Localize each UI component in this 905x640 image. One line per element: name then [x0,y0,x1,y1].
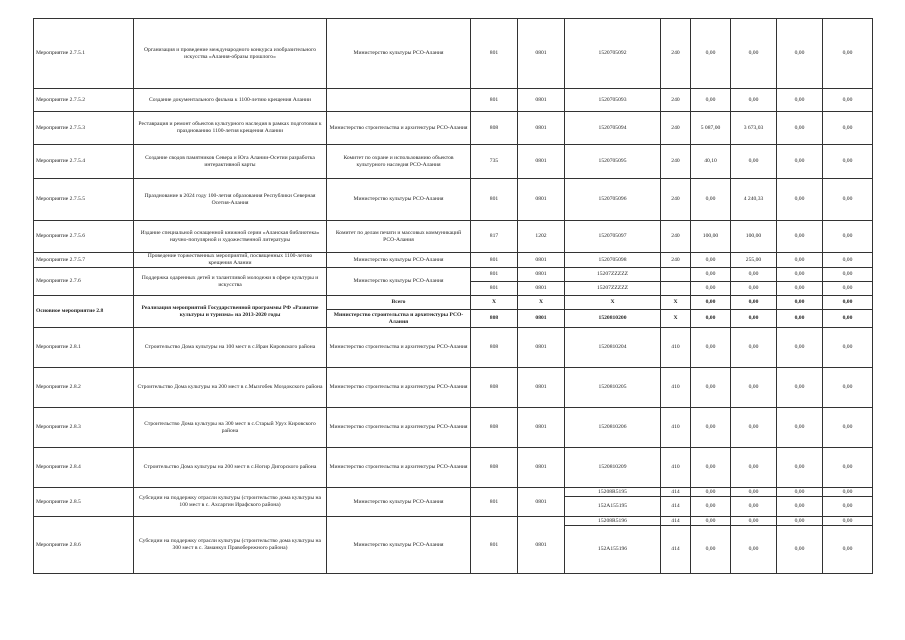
table-cell: 0,00 [691,517,731,526]
table-cell: 1520810200 [565,310,661,328]
table-cell: 410 [661,368,691,408]
table-cell: 3 673,03 [731,112,777,145]
table-cell: 0,00 [731,408,777,448]
table-cell: 1520705096 [565,179,661,221]
table-cell: Мероприятие 2.7.5.5 [34,179,134,221]
table-cell: 1520810206 [565,408,661,448]
table-cell: 410 [661,448,691,488]
table-cell: 0,00 [777,112,823,145]
table-cell: X [471,296,518,310]
table-cell: Реставрация и ремонт объектов культурного наследия в рамках подготовки к празднованию 1100-летия крещения Алании [134,112,327,145]
table-cell: 1520705095 [565,145,661,179]
table-cell: 0,00 [731,145,777,179]
table-cell: 0,00 [691,296,731,310]
table-cell: 0801 [518,89,565,112]
table-cell: 410 [661,408,691,448]
table-cell: Мероприятие 2.8.2 [34,368,134,408]
table-cell: 0,00 [691,19,731,89]
table-cell: X [518,296,565,310]
table-cell: 0,00 [777,517,823,526]
table-row [34,408,873,448]
table-row [34,517,873,526]
table-cell: Создание документального фильма к 1100-летию крещения Алании [134,89,327,112]
table-cell: Министерство культуры РСО-Алания [327,517,471,574]
table-cell: 0,00 [823,526,873,574]
table-cell: Всего [327,296,471,310]
table-cell: Мероприятие 2.7.6 [34,268,134,296]
table-cell: 0,00 [731,19,777,89]
table-cell: Министерство культуры РСО-Алания [327,268,471,296]
table-cell: 0,00 [777,448,823,488]
table-cell: 0,00 [823,282,873,296]
table-cell: 0801 [518,448,565,488]
table-cell: 0,00 [777,19,823,89]
table-cell: 414 [661,488,691,497]
table-cell: Комитет по охране и использованию объектов культурного наследия РСО-Алания [327,145,471,179]
table-cell: 240 [661,19,691,89]
table-cell: X [661,296,691,310]
table-cell [327,89,471,112]
table-cell: Поддержка одаренных детей и талантливой молодежи в сфере культуры и искусства [134,268,327,296]
table-cell: 0801 [518,145,565,179]
table-cell: 240 [661,89,691,112]
table-cell: 100,00 [731,221,777,253]
table-cell: 0,00 [777,145,823,179]
table-cell: 0,00 [731,517,777,526]
table-cell: 0,00 [731,488,777,497]
table-cell: 0,00 [777,253,823,268]
table-cell: 240 [661,179,691,221]
table-cell: Комитет по делам печати и массовых коммуникаций РСО-Алания [327,221,471,253]
table-row [34,179,873,221]
table-cell: 0,00 [777,488,823,497]
table-cell: 0,00 [691,488,731,497]
table-cell: 1520705093 [565,89,661,112]
table-cell: 0,00 [691,282,731,296]
table-cell: Мероприятие 2.8.3 [34,408,134,448]
table-cell: 410 [661,328,691,368]
table-row [34,221,873,253]
table-cell: 0,00 [823,296,873,310]
table-cell: Министерство культуры РСО-Алания [327,488,471,517]
table-cell: 414 [661,517,691,526]
table-cell: 0801 [518,368,565,408]
table-cell: 0,00 [777,310,823,328]
table-row [34,268,873,282]
table-cell: Организация и проведение международного конкурса изобразительного искусства «Алания-образы прошлого» [134,19,327,89]
table-cell: 4 240,33 [731,179,777,221]
table-cell: Издание специальной оснащенной книжной серии «Аланская библиотека» научно-популярной и художественной литературы [134,221,327,253]
table-cell: 0,00 [823,19,873,89]
table-cell: Министерство культуры РСО-Алания [327,19,471,89]
table-cell: 1520810209 [565,448,661,488]
table-cell: 15208R5196 [565,517,661,526]
table-cell: 0,00 [777,179,823,221]
table-row [34,19,873,89]
table-cell: 414 [661,526,691,574]
table-cell: 0801 [518,488,565,517]
table-cell: 15208R5195 [565,488,661,497]
table-cell: Строительство Дома культуры на 200 мест в с.Ногир Дигорского района [134,448,327,488]
table-cell: 0,00 [731,328,777,368]
table-cell: 0,00 [777,526,823,574]
table-cell: 808 [471,368,518,408]
table-cell: 0,00 [777,408,823,448]
table-cell: 801 [471,282,518,296]
table-cell: 0801 [518,310,565,328]
table-row [34,296,873,310]
table-cell: 0,00 [777,282,823,296]
table-cell: 1520705092 [565,19,661,89]
table-cell: 0,00 [731,310,777,328]
table-cell: 0,00 [823,221,873,253]
table-cell: 0,00 [823,112,873,145]
table-cell: 0801 [518,408,565,448]
table-cell: 100,00 [691,221,731,253]
table-cell: 0,00 [691,448,731,488]
table-cell: 0,00 [691,368,731,408]
table-cell: 801 [471,89,518,112]
table-cell: Строительство Дома культуры на 200 мест в с.Мызгобек Моздокского района [134,368,327,408]
table-row [34,253,873,268]
table-row [34,89,873,112]
table-cell: 0,00 [691,253,731,268]
table-cell: 0801 [518,19,565,89]
table-cell: Мероприятие 2.7.5.1 [34,19,134,89]
table-cell: 0801 [518,253,565,268]
table-cell: 0,00 [691,268,731,282]
table-cell: X [565,296,661,310]
table-cell: Мероприятие 2.8.6 [34,517,134,574]
table-cell: Создание сводов памятников Севера и Юга Алании-Осетии разработка интерактивной карты [134,145,327,179]
table-cell: 0,00 [823,488,873,497]
table-cell: Мероприятие 2.7.5.2 [34,89,134,112]
table-cell: 0801 [518,112,565,145]
table-cell: 0,00 [823,253,873,268]
table-cell: 255,00 [731,253,777,268]
table-cell: 801 [471,253,518,268]
table-cell: Мероприятие 2.7.5.7 [34,253,134,268]
table-cell: 0,00 [823,328,873,368]
table-cell: Министерство строительства и архитектуры РСО-Алания [327,310,471,328]
table-cell: Министерство строительства и архитектуры РСО-Алания [327,112,471,145]
table-cell: 808 [471,112,518,145]
table-cell: 0,00 [823,448,873,488]
table-cell: 0,00 [823,310,873,328]
table-cell: 0,00 [731,448,777,488]
table-cell: Мероприятие 2.7.5.3 [34,112,134,145]
table-cell: 240 [661,221,691,253]
table-cell: 0,00 [777,497,823,517]
table-cell: 0,00 [823,408,873,448]
budget-table [33,18,873,574]
table-cell: 801 [471,488,518,517]
table-cell: 817 [471,221,518,253]
table-cell: 808 [471,310,518,328]
table-row [34,448,873,488]
table-cell: 735 [471,145,518,179]
table-cell: 0801 [518,328,565,368]
table-cell: Мероприятие 2.8.4 [34,448,134,488]
table-cell: 0,00 [777,268,823,282]
table-cell: 15207ZZZZZ [565,282,661,296]
table-cell: 0,00 [731,368,777,408]
table-cell: Мероприятие 2.8.1 [34,328,134,368]
table-cell: 1202 [518,221,565,253]
table-cell: 801 [471,268,518,282]
table-cell: 0,00 [731,282,777,296]
table-cell: Мероприятие 2.7.5.6 [34,221,134,253]
table-cell: 0,00 [691,526,731,574]
table-cell: 0,00 [777,89,823,112]
table-cell: 0,00 [731,296,777,310]
table-cell: 152A155195 [565,497,661,517]
table-cell: X [661,310,691,328]
table-cell: Проведение торжественных мероприятий, посвященных 1100-летию крещения Алании [134,253,327,268]
table-cell: 0,00 [691,310,731,328]
table-cell: 0,00 [731,89,777,112]
table-row [34,368,873,408]
table-cell: 240 [661,112,691,145]
table-cell: Министерство строительства и архитектуры РСО-Алания [327,368,471,408]
table-cell [661,268,691,282]
table-cell: 0,00 [823,497,873,517]
table-cell: 0801 [518,517,565,574]
table-cell: Министерство строительства и архитектуры РСО-Алания [327,448,471,488]
table-cell: Субсидии на поддержку отрасли культуры (строительство дома культуры на 100 мест в с. Ахсаргин Ирафского района) [134,488,327,517]
table-row [34,488,873,497]
table-cell: 0,00 [731,497,777,517]
table-cell: 0,00 [823,268,873,282]
table-cell: 808 [471,328,518,368]
table-cell: 0,00 [731,268,777,282]
table-cell: Мероприятие 2.8.5 [34,488,134,517]
table-cell: 0,00 [691,408,731,448]
table-cell: 1520705097 [565,221,661,253]
table-cell: 0801 [518,179,565,221]
table-cell: 0,00 [823,179,873,221]
table-cell: 15207ZZZZZ [565,268,661,282]
table-cell: 1520705098 [565,253,661,268]
table-cell: 808 [471,448,518,488]
table-cell: 0,00 [691,89,731,112]
table-cell: 0,00 [823,368,873,408]
table-cell: 0801 [518,268,565,282]
table-cell: 0,00 [777,368,823,408]
table-row [34,328,873,368]
table-cell: Основное мероприятие 2.8 [34,296,134,328]
table-cell: 0,00 [823,145,873,179]
table-cell: 0801 [518,282,565,296]
table-row [34,112,873,145]
table-cell: 152A155196 [565,526,661,574]
table-cell: 0,00 [823,517,873,526]
table-cell [661,282,691,296]
table-cell: 1520705094 [565,112,661,145]
table-cell: Строительство Дома культуры на 100 мест в с.Иран Кировского района [134,328,327,368]
table-cell: 414 [661,497,691,517]
table-cell: Министерство строительства и архитектуры РСО-Алания [327,408,471,448]
table-cell: 808 [471,408,518,448]
table-cell: Министерство культуры РСО-Алания [327,253,471,268]
table-cell: 0,00 [777,328,823,368]
table-cell: Мероприятие 2.7.5.4 [34,145,134,179]
table-cell: 801 [471,517,518,574]
table-row [34,145,873,179]
table-cell: 0,00 [731,526,777,574]
table-cell: Министерство культуры РСО-Алания [327,179,471,221]
table-cell: 801 [471,179,518,221]
table-cell: 0,00 [691,179,731,221]
table-cell: 801 [471,19,518,89]
table-cell: 0,00 [777,221,823,253]
table-cell: Строительство Дома культуры на 300 мест в с.Старый Урух Кировского района [134,408,327,448]
table-cell: 0,00 [823,89,873,112]
table-cell: Субсидии на поддержку отрасли культуры (строительство дома культуры на 300 мест в с. Заманкул Правобережного района) [134,517,327,574]
table-cell: 240 [661,145,691,179]
table-cell: Реализация мероприятий Государственной программы РФ «Развитие культуры и туризма» на 2013-2020 годы [134,296,327,328]
table-cell: Празднование в 2024 году 100-летия образования Республики Северная Осетия-Алания [134,179,327,221]
table-cell: 1520810204 [565,328,661,368]
table-cell: 1520810205 [565,368,661,408]
table-cell: Министерство строительства и архитектуры РСО-Алания [327,328,471,368]
table-cell: 0,00 [691,328,731,368]
table-cell: 5 087,00 [691,112,731,145]
table-cell: 0,00 [777,296,823,310]
table-cell: 0,00 [691,497,731,517]
table-cell: 240 [661,253,691,268]
table-cell: 40,10 [691,145,731,179]
